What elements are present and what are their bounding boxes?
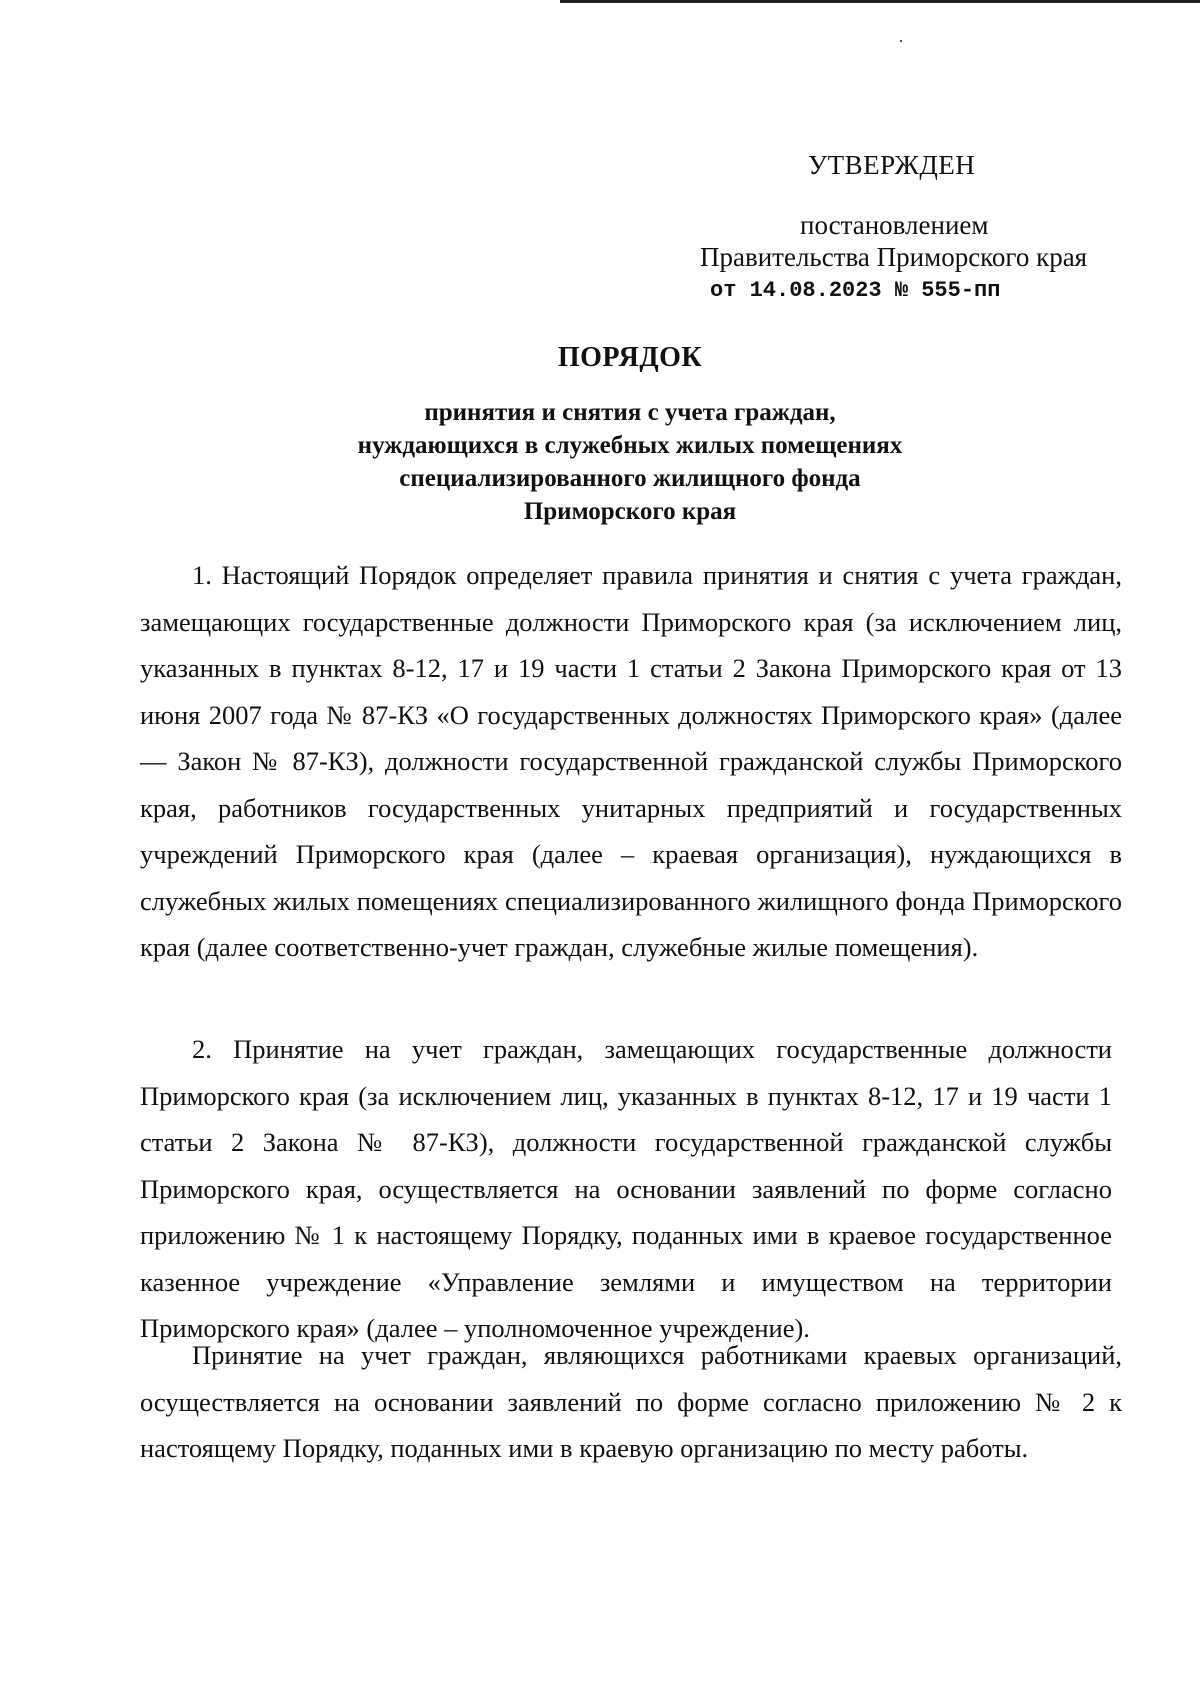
decree-line-2: Правительства Приморского края <box>700 242 1088 272</box>
paragraph-1: 1. Настоящий Порядок определяет правила принятия и снятия с учета граждан, замещающих государственные должности Приморского края (за исключением лиц, указанных в пунктах 8-12, 17 и 19 части 1 статьи 2 Закона Приморского края от 13 июня 2007 года № 87-КЗ «О государственных должностях Приморского края» (далее — Закон № 87-КЗ), должности государственной гражданской службы Приморского края, работников государственных унитарных предприятий и государственных учреждений Приморского края (далее – краевая организация), нуждающихся в служебных жилых помещениях специализированного жилищного фонда Приморского края (далее соответственно-учет граждан, служебные жилые помещения). <box>140 560 1122 962</box>
subtitle-line: нуждающихся в служебных жилых помещениях <box>357 432 903 459</box>
subtitle-line: специализированного жилищного фонда <box>399 465 861 492</box>
scan-artifact-dot <box>900 40 902 42</box>
paragraph-3: Принятие на учет граждан, являющихся работниками краевых организаций, осуществляется на основании заявлений по форме согласно приложению № 2 к настоящему Порядку, поданных ими в краевую организацию по месту работы. <box>140 1340 1122 1463</box>
document-subtitle <box>0 396 1200 528</box>
subtitle-line: принятия и снятия с учета граждан, <box>424 399 836 426</box>
scan-artifact-line <box>560 0 1200 3</box>
subtitle-line: Приморского края <box>523 498 737 525</box>
document-title: ПОРЯДОК <box>557 342 703 373</box>
approved-heading: УТВЕРЖДЕН <box>808 150 976 180</box>
decree-line-1: постановлением <box>800 210 989 240</box>
decree-date-number-stamp: от 14.08.2023 № 555-пп <box>710 278 1001 303</box>
paragraph-2: 2. Принятие на учет граждан, замещающих государственные должности Приморского края (за исключением лиц, указанных в пунктах 8-12, 17 и 19 части 1 статьи 2 Закона № 87-КЗ), должности государственной гражданской службы Приморского края, осуществляется на основании заявлений по форме согласно приложению № 1 к настоящему Порядку, поданных ими в краевое государственное казенное учреждение «Управление землями и имуществом на территории Приморского края» (далее – уполномоченное учреждение). <box>140 1034 1112 1343</box>
